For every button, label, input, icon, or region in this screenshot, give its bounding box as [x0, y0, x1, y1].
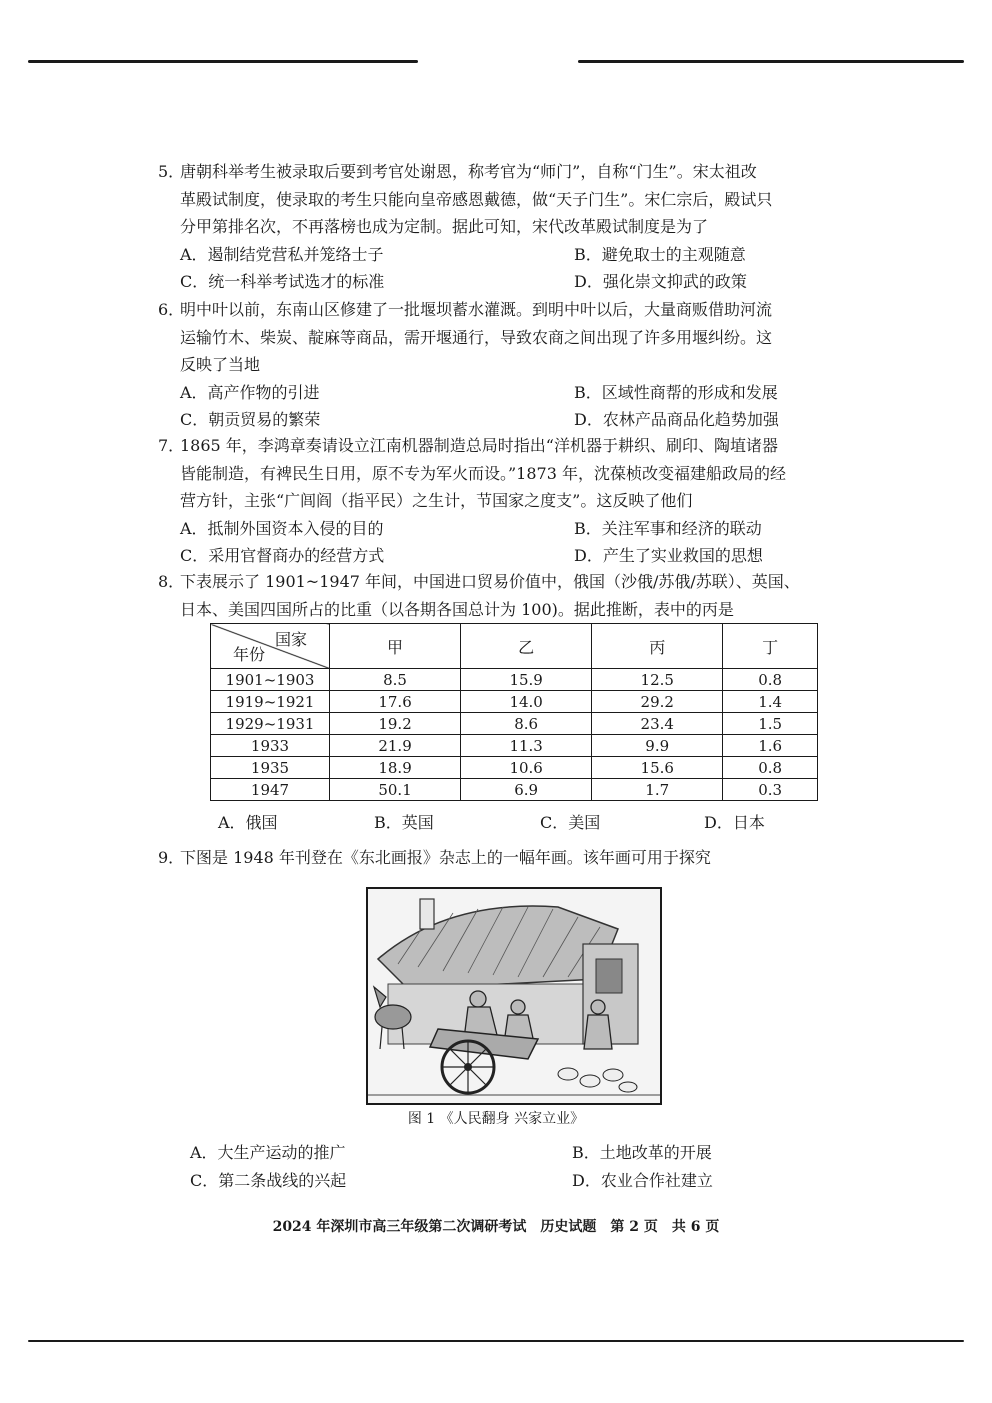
stem-line: 下图是 1948 年刊登在《东北画报》杂志上的一幅年画。该年画可用于探究 — [180, 848, 711, 867]
stem-line: 运输竹木、柴炭、靛麻等商品，需开堰通行，导致农商之间出现了许多用堰纠纷。这 — [180, 327, 773, 347]
value-cell: 0.8 — [723, 757, 818, 779]
options-row — [180, 241, 848, 268]
option-b[interactable]: B．关注军事和经济的联动 — [574, 518, 762, 538]
value-cell: 1.7 — [592, 779, 723, 801]
question-stem — [180, 158, 848, 241]
option-c[interactable]: C．采用官督商办的经营方式 — [180, 545, 385, 565]
option-c[interactable]: C．统一科举考试选才的标准 — [180, 271, 385, 291]
question-number: 5． — [158, 162, 185, 181]
table-row — [211, 779, 818, 801]
question-9-options-row-2 — [190, 1168, 750, 1192]
value-cell: 1.4 — [723, 691, 818, 713]
question-stem — [180, 844, 848, 872]
question-6 — [158, 296, 848, 433]
corner-label-year: 年份 — [233, 645, 266, 664]
option-d[interactable]: D．农林产品商品化趋势加强 — [574, 409, 779, 429]
stem-line: 唐朝科举考生被录取后要到考官处谢恩，称考官为“师门”，自称“门生”。宋太祖改 — [180, 162, 757, 181]
option-a[interactable]: A．抵制外国资本入侵的目的 — [180, 518, 384, 538]
value-cell: 17.6 — [330, 691, 461, 713]
option-b[interactable]: B．区域性商帮的形成和发展 — [574, 382, 778, 402]
stem-line: 下表展示了 1901~1947 年间，中国进口贸易价值中，俄国（沙俄/苏俄/苏联）、英国、 — [180, 572, 800, 591]
question-stem — [180, 296, 848, 379]
stem-line: 反映了当地 — [180, 355, 261, 374]
question-7 — [158, 432, 848, 569]
stem-line: 营方针，主张“广闾阎（指平民）之生计，节国家之度支”。这反映了他们 — [180, 491, 693, 510]
value-cell: 1.5 — [723, 713, 818, 735]
option-b[interactable]: B．土地改革的开展 — [572, 1143, 712, 1162]
option-b[interactable]: B．避免取士的主观随意 — [574, 244, 746, 264]
table-corner-cell — [211, 624, 330, 669]
question-number: 9． — [158, 848, 185, 867]
stem-line: 分甲第排名次，不再落榜也成为定制。据此可知，宋代改革殿试制度是为了 — [180, 217, 709, 236]
options-row — [180, 542, 848, 569]
option-d[interactable]: D．日本 — [704, 813, 765, 832]
table-row — [211, 669, 818, 691]
question-8-options — [218, 810, 778, 834]
value-cell: 18.9 — [330, 757, 461, 779]
options-row — [180, 515, 848, 542]
option-c[interactable]: C．朝贡贸易的繁荣 — [180, 409, 321, 429]
value-cell: 15.9 — [461, 669, 592, 691]
figure-caption: 图 1 《人民翻身 兴家立业》 — [407, 1111, 585, 1127]
value-cell: 9.9 — [592, 735, 723, 757]
scan-border-top-right — [578, 60, 964, 63]
value-cell: 11.3 — [461, 735, 592, 757]
stem-line: 革殿试制度，使录取的考生只能向皇帝感恩戴德，做“天子门生”。宋仁宗后，殿试只 — [180, 189, 773, 209]
table-header-row — [211, 624, 818, 669]
option-c[interactable]: C．第二条战线的兴起 — [190, 1171, 347, 1190]
year-cell: 1947 — [211, 779, 330, 801]
scan-border-bottom — [28, 1340, 964, 1342]
stem-line: 皆能制造，有裨民生日用，原不专为军火而设。”1873 年，沈葆桢改变福建船政局的经 — [180, 463, 786, 483]
option-d[interactable]: D．强化崇文抑武的政策 — [574, 271, 747, 291]
question-number: 8． — [158, 572, 185, 591]
option-d[interactable]: D．产生了实业救国的思想 — [574, 545, 763, 565]
value-cell: 23.4 — [592, 713, 723, 735]
value-cell: 0.3 — [723, 779, 818, 801]
question-number: 6． — [158, 300, 185, 319]
value-cell: 0.8 — [723, 669, 818, 691]
trade-share-table — [210, 623, 818, 801]
options-row — [180, 379, 848, 406]
scan-border-top-left — [28, 60, 418, 63]
question-8 — [158, 568, 848, 623]
year-cell: 1919~1921 — [211, 691, 330, 713]
painting-illustration — [368, 889, 660, 1103]
year-cell: 1933 — [211, 735, 330, 757]
value-cell: 1.6 — [723, 735, 818, 757]
question-5 — [158, 158, 848, 295]
corner-label-country: 国家 — [274, 630, 307, 649]
option-a[interactable]: A．高产作物的引进 — [180, 382, 320, 402]
option-a[interactable]: A．大生产运动的推广 — [190, 1143, 346, 1162]
column-header: 甲 — [330, 624, 461, 669]
year-cell: 1935 — [211, 757, 330, 779]
question-number: 7． — [158, 436, 185, 455]
option-a[interactable]: A．遏制结党营私并笼络士子 — [180, 244, 384, 264]
value-cell: 8.5 — [330, 669, 461, 691]
year-cell: 1901~1903 — [211, 669, 330, 691]
option-c[interactable]: C．美国 — [540, 813, 601, 832]
option-a[interactable]: A．俄国 — [218, 813, 278, 832]
stem-line: 1865 年，李鸿章奏请设立江南机器制造总局时指出“洋机器于耕织、刷印、陶埴诸器 — [180, 436, 778, 455]
table-row — [211, 713, 818, 735]
table-row — [211, 735, 818, 757]
value-cell: 8.6 — [461, 713, 592, 735]
page-footer: 2024 年深圳市高三年级第二次调研考试 历史试题 第 2 页 共 6 页 — [272, 1219, 720, 1235]
value-cell: 50.1 — [330, 779, 461, 801]
year-cell: 1929~1931 — [211, 713, 330, 735]
value-cell: 21.9 — [330, 735, 461, 757]
question-stem — [180, 568, 848, 623]
table-row — [211, 757, 818, 779]
question-9 — [158, 844, 848, 872]
stem-line: 日本、美国四国所占的比重（以各期各国总计为 100)。据此推断，表中的丙是 — [180, 599, 734, 619]
value-cell: 10.6 — [461, 757, 592, 779]
options-row — [180, 406, 848, 433]
column-header: 丁 — [723, 624, 818, 669]
table-row — [211, 691, 818, 713]
option-d[interactable]: D．农业合作社建立 — [572, 1171, 713, 1190]
value-cell: 29.2 — [592, 691, 723, 713]
value-cell: 6.9 — [461, 779, 592, 801]
column-header: 乙 — [461, 624, 592, 669]
value-cell: 12.5 — [592, 669, 723, 691]
question-9-options-row-1 — [190, 1140, 750, 1164]
column-header: 丙 — [592, 624, 723, 669]
options-row — [180, 268, 848, 295]
stem-line: 明中叶以前，东南山区修建了一批堰坝蓄水灌溉。到明中叶以后，大量商贩借助河流 — [180, 300, 773, 319]
question-stem — [180, 432, 848, 515]
value-cell: 19.2 — [330, 713, 461, 735]
value-cell: 14.0 — [461, 691, 592, 713]
option-b[interactable]: B．英国 — [374, 813, 434, 832]
value-cell: 15.6 — [592, 757, 723, 779]
new-year-painting-image — [366, 887, 662, 1105]
